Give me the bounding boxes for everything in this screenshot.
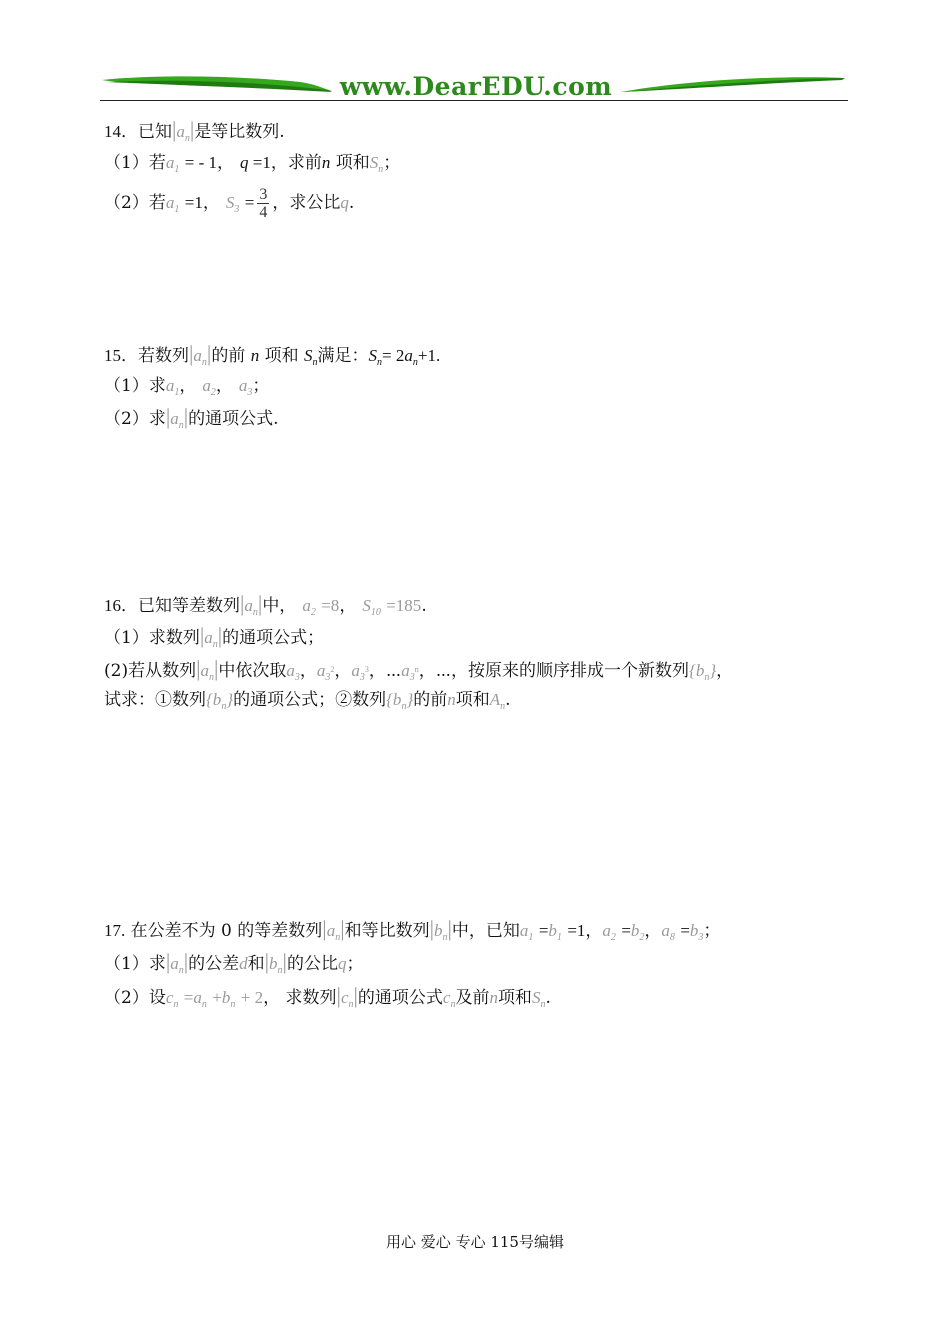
problem-16-part-2: (2)若从数列$|a_n|$中依次取$a_3$，$a_{3^2}$，$a_{3^3}$，$\cdots a_{3^n}$，⋯，按原来的顺序排成一个新数列$\{b_n\}$， <box>104 656 734 683</box>
header-divider <box>100 100 848 101</box>
page-footer: 用心 爱心 专心 115号编辑 <box>386 1233 564 1251</box>
problem-16-part-2-continued: 试求：①数列$\{b_n\}$的通项公式；②数列$\{b_n\}$的前n项和$A_n$. <box>104 690 511 712</box>
site-logo-text: www.DearEDU.com <box>339 72 613 101</box>
problem-14-part-1: （1）若$a_1$ = - 1， q =1，求前n 项和$S_n$； <box>104 153 401 175</box>
problem-number: 16． <box>104 596 138 615</box>
problem-15-part-1: （1）求$a_1$， $a_2$， $a_3$； <box>104 376 270 398</box>
problem-14-part-2: （2）若$a_1 =1$， $S_3$ = $\frac{3}{4}$ ，求公比q. <box>104 186 355 221</box>
problem-number: 15． <box>104 346 138 365</box>
problem-15-statement: 15．若数列$|a_n|$的前 n 项和 $S_n$满足：$S_n= 2a_n+1$. <box>104 341 441 368</box>
problem-number: 17. <box>104 921 126 940</box>
fraction-three-quarters: $\frac{3}{4}$ <box>259 186 268 221</box>
problem-17-part-2: （2）设$c_n =a_n +b_n + 2$， 求数列$|c_n|$的通项公式$c_n$及前n项和$S_n$. <box>104 983 551 1010</box>
problem-17-part-1: （1）求$|a_n|$的公差d和$|b_n|$的公比q； <box>104 949 364 976</box>
problem-number: 14． <box>104 122 138 141</box>
problem-16-statement: 16．已知等差数列$|a_n|$中， $a_2 =8$， $S_{10} =185$. <box>104 591 427 618</box>
problem-16-part-1: （1）求数列$|a_n|$的通项公式； <box>104 623 325 650</box>
problem-17-statement: 17. 在公差不为 0 的等差数列$|a_n|$和等比数列$|b_n|$中，已知$a_1 =b_1 =1$，$a_2 =b_2$，$a_8 =b_3$； <box>104 916 721 943</box>
site-header-banner <box>100 70 850 104</box>
problem-14-statement: 14．已知$|a_n|$是等比数列. <box>104 117 285 144</box>
problem-15-part-2: （2）求$|a_n|$的通项公式. <box>104 404 279 431</box>
